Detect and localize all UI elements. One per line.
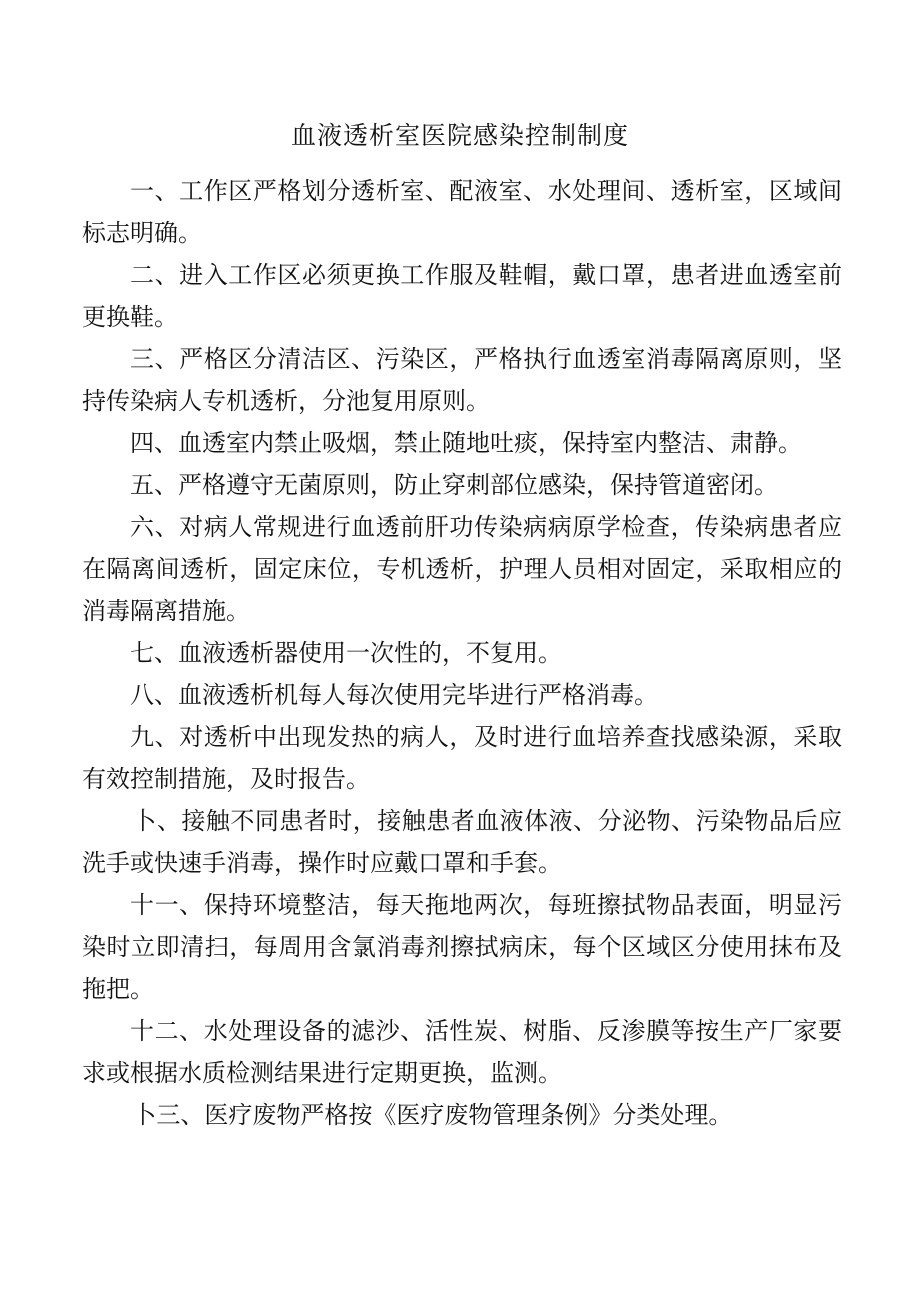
paragraph-9: 九、对透析中出现发热的病人，及时进行血培养查找感染源，采取有效控制措施，及时报告。	[82, 723, 842, 793]
paragraph-1: 一、工作区严格划分透析室、配液室、水处理间、透析室，区域间标志明确。	[82, 177, 842, 247]
paragraph-5: 五、严格遵守无菌原则，防止穿刺部位感染，保持管道密闭。	[130, 471, 778, 499]
paragraph-11: 十一、保持环境整洁，每天拖地两次，每班擦拭物品表面，明显污染时立即清扫，每周用含氯消毒剂擦拭病床，每个区域区分使用抹布及拖把。	[82, 891, 842, 1003]
paragraph-10: 卜、接触不同患者时，接触患者血液体液、分泌物、污染物品后应洗手或快速手消毒，操作时应戴口罩和手套。	[82, 807, 842, 877]
paragraph-2: 二、进入工作区必须更换工作服及鞋帽，戴口罩，患者进血透室前更换鞋。	[82, 261, 842, 331]
paragraph-7: 七、血液透析器使用一次性的，不复用。	[130, 639, 562, 667]
paragraph-6: 六、对病人常规进行血透前肝功传染病病原学检查，传染病患者应在隔离间透析，固定床位，专机透析，护理人员相对固定，采取相应的消毒隔离措施。	[82, 513, 842, 625]
document-body	[82, 170, 842, 1136]
document-title: 血液透析室医院感染控制制度	[290, 121, 629, 150]
paragraph-4: 四、血透室内禁止吸烟，禁止随地吐痰，保持室内整洁、肃静。	[130, 429, 802, 457]
paragraph-8: 八、血液透析机每人每次使用完毕进行严格消毒。	[130, 681, 658, 709]
paragraph-3: 三、严格区分清洁区、污染区，严格执行血透室消毒隔离原则，坚持传染病人专机透析，分池复用原则。	[82, 345, 842, 415]
paragraph-13: 卜三、医疗废物严格按《医疗废物管理条例》分类处理。	[132, 1101, 733, 1129]
paragraph-12: 十二、水处理设备的滤沙、活性炭、树脂、反渗膜等按生产厂家要求或根据水质检测结果进行定期更换，监测。	[82, 1017, 842, 1087]
